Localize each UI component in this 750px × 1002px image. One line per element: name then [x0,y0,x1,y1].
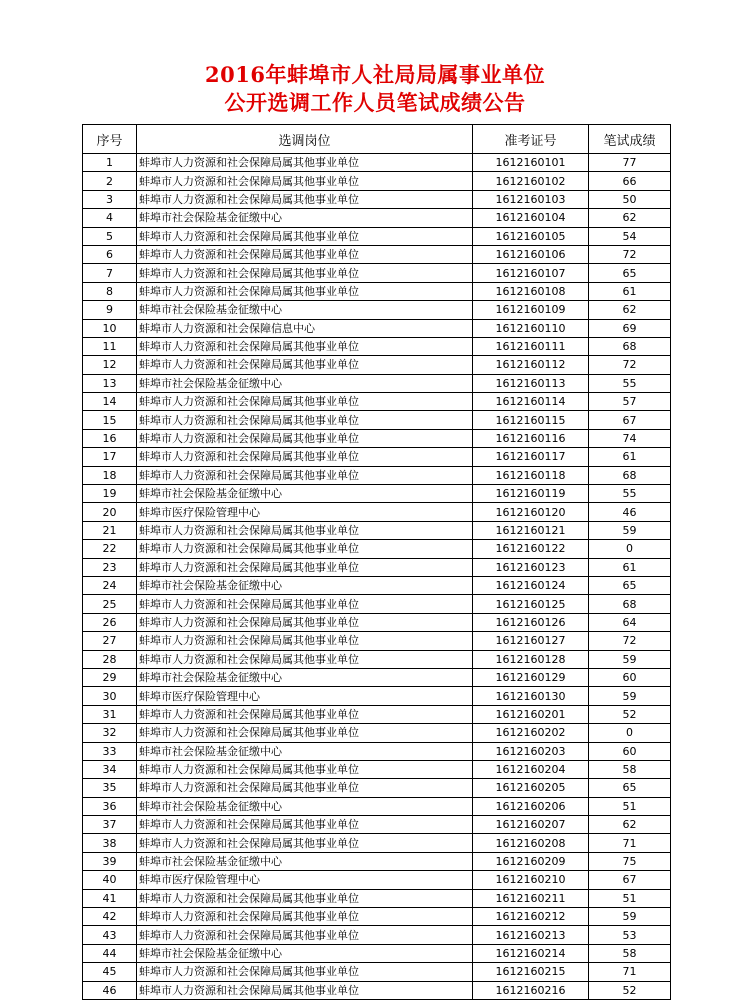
table-row [83,356,671,374]
row-index: 3 [83,190,137,208]
row-index: 11 [83,337,137,355]
row-position: 蚌埠市人力资源和社会保障局属其他事业单位 [137,245,473,263]
row-score: 72 [589,356,671,374]
row-exam-id: 1612160202 [473,724,589,742]
row-position: 蚌埠市人力资源和社会保障局属其他事业单位 [137,834,473,852]
table-row [83,245,671,263]
row-position: 蚌埠市人力资源和社会保障局属其他事业单位 [137,926,473,944]
row-position: 蚌埠市人力资源和社会保障局属其他事业单位 [137,540,473,558]
row-index: 46 [83,981,137,999]
row-index: 23 [83,558,137,576]
row-index: 28 [83,650,137,668]
table-row [83,264,671,282]
row-index: 6 [83,245,137,263]
row-score: 62 [589,209,671,227]
row-position: 蚌埠市人力资源和社会保障信息中心 [137,319,473,337]
table-row [83,871,671,889]
row-score: 59 [589,908,671,926]
row-position: 蚌埠市社会保险基金征缴中心 [137,374,473,392]
row-exam-id: 1612160201 [473,705,589,723]
row-score: 71 [589,834,671,852]
table-body [83,154,671,1000]
table-row [83,981,671,999]
row-index: 32 [83,724,137,742]
row-exam-id: 1612160130 [473,687,589,705]
row-score: 52 [589,705,671,723]
row-exam-id: 1612160204 [473,760,589,778]
row-position: 蚌埠市人力资源和社会保障局属其他事业单位 [137,632,473,650]
row-index: 15 [83,411,137,429]
row-score: 69 [589,319,671,337]
row-index: 12 [83,356,137,374]
row-score: 50 [589,190,671,208]
row-exam-id: 1612160203 [473,742,589,760]
row-score: 51 [589,797,671,815]
row-index: 42 [83,908,137,926]
row-position: 蚌埠市人力资源和社会保障局属其他事业单位 [137,264,473,282]
row-index: 27 [83,632,137,650]
row-position: 蚌埠市人力资源和社会保障局属其他事业单位 [137,558,473,576]
row-exam-id: 1612160214 [473,944,589,962]
table-row [83,632,671,650]
table-row [83,650,671,668]
row-score: 61 [589,558,671,576]
row-exam-id: 1612160115 [473,411,589,429]
row-index: 19 [83,485,137,503]
row-exam-id: 1612160216 [473,981,589,999]
row-score: 68 [589,466,671,484]
row-exam-id: 1612160111 [473,337,589,355]
table-row [83,852,671,870]
row-exam-id: 1612160215 [473,963,589,981]
row-exam-id: 1612160206 [473,797,589,815]
header-index: 序号 [83,125,137,154]
table-row [83,540,671,558]
row-index: 37 [83,816,137,834]
row-exam-id: 1612160210 [473,871,589,889]
row-position: 蚌埠市人力资源和社会保障局属其他事业单位 [137,448,473,466]
row-exam-id: 1612160114 [473,393,589,411]
table-row [83,393,671,411]
row-score: 46 [589,503,671,521]
page-title: 2016年蚌埠市人社局局属事业单位 [205,62,545,87]
table-row [83,503,671,521]
row-position: 蚌埠市人力资源和社会保障局属其他事业单位 [137,466,473,484]
row-index: 30 [83,687,137,705]
row-score: 54 [589,227,671,245]
row-score: 62 [589,816,671,834]
row-score: 55 [589,485,671,503]
row-position: 蚌埠市人力资源和社会保障局属其他事业单位 [137,356,473,374]
row-position: 蚌埠市社会保险基金征缴中心 [137,301,473,319]
row-index: 38 [83,834,137,852]
row-index: 25 [83,595,137,613]
row-score: 65 [589,779,671,797]
table-row [83,172,671,190]
table-header-row [83,125,671,154]
row-score: 61 [589,448,671,466]
row-index: 13 [83,374,137,392]
row-exam-id: 1612160122 [473,540,589,558]
table-row [83,374,671,392]
row-position: 蚌埠市人力资源和社会保障局属其他事业单位 [137,521,473,539]
row-score: 71 [589,963,671,981]
row-exam-id: 1612160123 [473,558,589,576]
row-position: 蚌埠市人力资源和社会保障局属其他事业单位 [137,724,473,742]
row-exam-id: 1612160126 [473,613,589,631]
row-score: 68 [589,595,671,613]
row-index: 8 [83,282,137,300]
row-exam-id: 1612160102 [473,172,589,190]
table-row [83,282,671,300]
row-exam-id: 1612160109 [473,301,589,319]
table-row [83,779,671,797]
table-row [83,190,671,208]
row-position: 蚌埠市社会保险基金征缴中心 [137,209,473,227]
row-score: 59 [589,687,671,705]
table-row [83,724,671,742]
row-score: 60 [589,668,671,686]
row-index: 41 [83,889,137,907]
row-score: 65 [589,576,671,594]
row-exam-id: 1612160118 [473,466,589,484]
row-exam-id: 1612160213 [473,926,589,944]
table-row [83,963,671,981]
table-row [83,742,671,760]
row-score: 72 [589,245,671,263]
row-exam-id: 1612160119 [473,485,589,503]
table-row [83,944,671,962]
table-row [83,613,671,631]
table-row [83,154,671,172]
row-score: 66 [589,172,671,190]
row-position: 蚌埠市医疗保险管理中心 [137,687,473,705]
table-row [83,319,671,337]
row-exam-id: 1612160116 [473,429,589,447]
row-score: 72 [589,632,671,650]
row-exam-id: 1612160117 [473,448,589,466]
row-index: 14 [83,393,137,411]
row-score: 57 [589,393,671,411]
row-score: 61 [589,282,671,300]
table-row [83,834,671,852]
row-score: 67 [589,411,671,429]
row-exam-id: 1612160112 [473,356,589,374]
row-position: 蚌埠市人力资源和社会保障局属其他事业单位 [137,282,473,300]
row-index: 9 [83,301,137,319]
row-exam-id: 1612160211 [473,889,589,907]
row-position: 蚌埠市人力资源和社会保障局属其他事业单位 [137,760,473,778]
row-position: 蚌埠市人力资源和社会保障局属其他事业单位 [137,779,473,797]
row-exam-id: 1612160103 [473,190,589,208]
table-row [83,889,671,907]
table-row [83,466,671,484]
table-row [83,908,671,926]
table-row [83,687,671,705]
row-index: 43 [83,926,137,944]
header-position: 选调岗位 [137,125,473,154]
row-score: 0 [589,724,671,742]
row-score: 60 [589,742,671,760]
row-position: 蚌埠市人力资源和社会保障局属其他事业单位 [137,908,473,926]
row-exam-id: 1612160107 [473,264,589,282]
row-score: 64 [589,613,671,631]
row-index: 39 [83,852,137,870]
table-row [83,337,671,355]
row-index: 24 [83,576,137,594]
row-score: 52 [589,981,671,999]
row-index: 16 [83,429,137,447]
row-index: 45 [83,963,137,981]
row-position: 蚌埠市社会保险基金征缴中心 [137,797,473,815]
table-row [83,705,671,723]
table-row [83,429,671,447]
row-exam-id: 1612160208 [473,834,589,852]
table-row [83,558,671,576]
table-row [83,668,671,686]
row-exam-id: 1612160127 [473,632,589,650]
row-exam-id: 1612160124 [473,576,589,594]
row-position: 蚌埠市人力资源和社会保障局属其他事业单位 [137,889,473,907]
row-index: 44 [83,944,137,962]
row-position: 蚌埠市人力资源和社会保障局属其他事业单位 [137,172,473,190]
row-position: 蚌埠市社会保险基金征缴中心 [137,668,473,686]
row-index: 10 [83,319,137,337]
row-position: 蚌埠市人力资源和社会保障局属其他事业单位 [137,429,473,447]
table-row [83,411,671,429]
row-position: 蚌埠市人力资源和社会保障局属其他事业单位 [137,981,473,999]
row-exam-id: 1612160101 [473,154,589,172]
table-row [83,926,671,944]
row-score: 65 [589,264,671,282]
table-row [83,816,671,834]
row-position: 蚌埠市人力资源和社会保障局属其他事业单位 [137,393,473,411]
table-row [83,209,671,227]
row-position: 蚌埠市社会保险基金征缴中心 [137,742,473,760]
row-position: 蚌埠市人力资源和社会保障局属其他事业单位 [137,613,473,631]
header-score: 笔试成绩 [589,125,671,154]
row-score: 51 [589,889,671,907]
row-exam-id: 1612160209 [473,852,589,870]
row-position: 蚌埠市人力资源和社会保障局属其他事业单位 [137,963,473,981]
table-row [83,227,671,245]
row-index: 31 [83,705,137,723]
row-score: 53 [589,926,671,944]
row-exam-id: 1612160113 [473,374,589,392]
row-exam-id: 1612160128 [473,650,589,668]
row-exam-id: 1612160129 [473,668,589,686]
row-index: 17 [83,448,137,466]
row-index: 22 [83,540,137,558]
row-position: 蚌埠市人力资源和社会保障局属其他事业单位 [137,595,473,613]
row-exam-id: 1612160110 [473,319,589,337]
table-row [83,576,671,594]
row-score: 58 [589,760,671,778]
row-index: 33 [83,742,137,760]
row-position: 蚌埠市社会保险基金征缴中心 [137,485,473,503]
table-row [83,797,671,815]
row-exam-id: 1612160125 [473,595,589,613]
page-subtitle: 公开选调工作人员笔试成绩公告 [224,90,526,115]
row-index: 21 [83,521,137,539]
row-index: 4 [83,209,137,227]
row-exam-id: 1612160105 [473,227,589,245]
row-score: 74 [589,429,671,447]
row-position: 蚌埠市人力资源和社会保障局属其他事业单位 [137,816,473,834]
table-row [83,301,671,319]
row-index: 26 [83,613,137,631]
table-row [83,595,671,613]
row-position: 蚌埠市医疗保险管理中心 [137,503,473,521]
row-index: 36 [83,797,137,815]
row-exam-id: 1612160120 [473,503,589,521]
row-position: 蚌埠市人力资源和社会保障局属其他事业单位 [137,190,473,208]
table-row [83,448,671,466]
row-index: 34 [83,760,137,778]
row-score: 0 [589,540,671,558]
row-score: 67 [589,871,671,889]
table-row [83,521,671,539]
row-position: 蚌埠市人力资源和社会保障局属其他事业单位 [137,705,473,723]
row-score: 68 [589,337,671,355]
row-position: 蚌埠市人力资源和社会保障局属其他事业单位 [137,227,473,245]
row-exam-id: 1612160104 [473,209,589,227]
row-position: 蚌埠市社会保险基金征缴中心 [137,852,473,870]
row-score: 55 [589,374,671,392]
row-index: 18 [83,466,137,484]
row-index: 1 [83,154,137,172]
row-score: 62 [589,301,671,319]
header-exam-id: 准考证号 [473,125,589,154]
row-score: 77 [589,154,671,172]
row-score: 58 [589,944,671,962]
row-exam-id: 1612160205 [473,779,589,797]
row-position: 蚌埠市人力资源和社会保障局属其他事业单位 [137,337,473,355]
row-index: 5 [83,227,137,245]
row-exam-id: 1612160207 [473,816,589,834]
table-row [83,485,671,503]
row-index: 20 [83,503,137,521]
row-position: 蚌埠市人力资源和社会保障局属其他事业单位 [137,411,473,429]
row-index: 40 [83,871,137,889]
row-position: 蚌埠市社会保险基金征缴中心 [137,576,473,594]
row-exam-id: 1612160108 [473,282,589,300]
score-table [82,124,671,1000]
row-position: 蚌埠市人力资源和社会保障局属其他事业单位 [137,154,473,172]
row-score: 75 [589,852,671,870]
row-position: 蚌埠市医疗保险管理中心 [137,871,473,889]
row-index: 2 [83,172,137,190]
table-row [83,760,671,778]
row-exam-id: 1612160121 [473,521,589,539]
row-position: 蚌埠市社会保险基金征缴中心 [137,944,473,962]
row-score: 59 [589,650,671,668]
row-index: 35 [83,779,137,797]
row-index: 29 [83,668,137,686]
row-score: 59 [589,521,671,539]
row-exam-id: 1612160106 [473,245,589,263]
row-position: 蚌埠市人力资源和社会保障局属其他事业单位 [137,650,473,668]
row-exam-id: 1612160212 [473,908,589,926]
row-index: 7 [83,264,137,282]
